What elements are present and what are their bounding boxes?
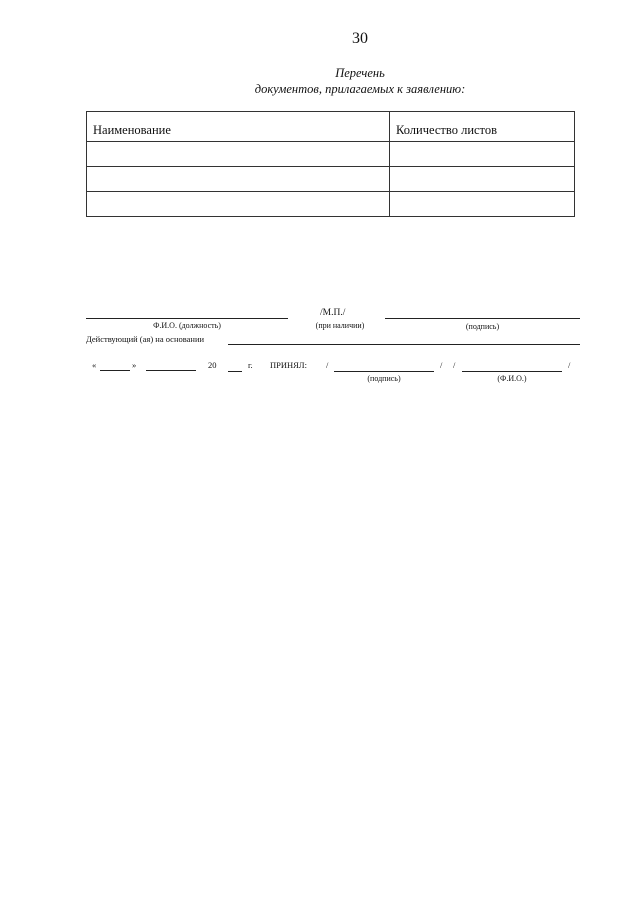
acting-basis-label: Действующий (ая) на основании [86, 334, 205, 344]
year-suffix: г. [248, 360, 253, 370]
month-line[interactable] [146, 370, 196, 371]
table-cell[interactable] [390, 142, 575, 167]
table-cell[interactable] [390, 192, 575, 217]
quote-open: « [92, 360, 97, 370]
table-row [87, 167, 575, 192]
page-number: 30 [352, 30, 368, 47]
acceptor-fio-line[interactable] [462, 371, 562, 372]
stamp-caption: (при наличии) [315, 321, 365, 330]
column-header-name: Наименование [87, 112, 390, 142]
documents-table [86, 111, 575, 217]
document-title: Перечень [335, 66, 385, 80]
column-header-sheets: Количество листов [390, 112, 575, 142]
table-cell[interactable] [390, 167, 575, 192]
acceptor-fio-caption: (Ф.И.О.) [497, 374, 527, 383]
table-row [87, 142, 575, 167]
table-cell[interactable] [87, 167, 390, 192]
table-cell[interactable] [87, 192, 390, 217]
slash: / [453, 360, 456, 370]
table-header-row [87, 112, 575, 142]
quote-close: » [132, 360, 137, 370]
slash: / [568, 360, 571, 370]
acting-basis-line[interactable] [228, 344, 580, 345]
signature-line[interactable] [385, 318, 580, 319]
accepted-label: ПРИНЯЛ: [270, 360, 307, 370]
acceptor-signature-line[interactable] [334, 371, 434, 372]
day-line[interactable] [100, 370, 130, 371]
stamp-label: /М.П./ [320, 308, 346, 318]
document-subtitle: документов, прилагаемых к заявлению: [254, 82, 466, 96]
slash: / [440, 360, 443, 370]
fio-line[interactable] [86, 318, 288, 319]
year-prefix: 20 [208, 360, 217, 370]
table-row [87, 192, 575, 217]
slash: / [326, 360, 329, 370]
table-cell[interactable] [87, 142, 390, 167]
fio-caption: Ф.И.О. (должность) [153, 321, 221, 330]
acceptor-signature-caption: (подпись) [367, 374, 401, 383]
year-line[interactable] [228, 371, 242, 372]
signature-caption: (подпись) [465, 322, 500, 331]
